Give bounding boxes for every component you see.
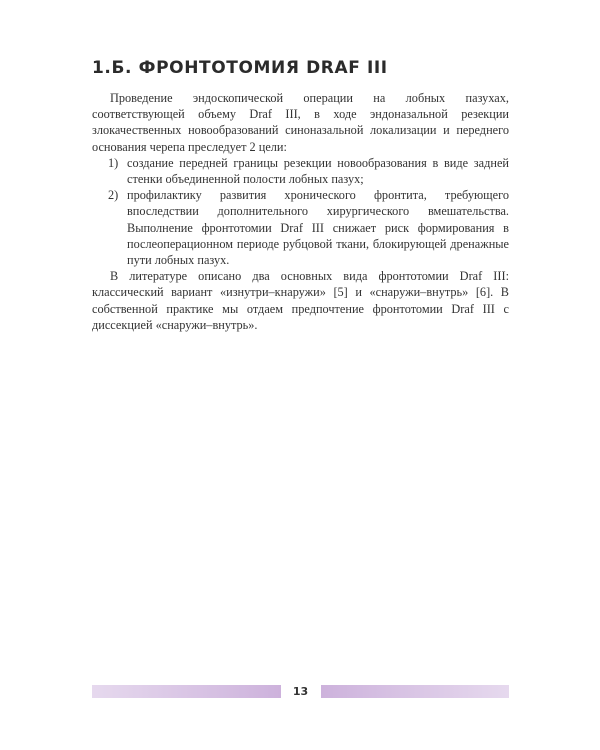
section-heading: 1.Б. ФРОНТОТОМИЯ DRAF III (92, 58, 388, 78)
page-number: 13 (292, 685, 309, 698)
list-item (92, 155, 509, 187)
list-item (92, 187, 509, 268)
list-item-text: создание передней границы резекции новообразования в виде задней стенки объединенной полости лобных пазух; (127, 155, 509, 187)
page-footer (92, 685, 509, 698)
footer-bar-left (92, 685, 281, 698)
goals-list (92, 155, 509, 268)
footer-bar-right (321, 685, 510, 698)
body-text (92, 90, 509, 333)
paragraph-intro: Проведение эндоскопической операции на лобных пазухах, соответствующей объему Draf III, в ходе эндоназальной резекции злокачественных новообразований синоназальной локализации и переднего основания черепа преследует 2 цели: (92, 91, 509, 154)
paragraph-literature: В литературе описано два основных вида фронтотомии Draf III: классический вариант «изнутри–кнаружи» [5] и «снаружи–внутрь» [6]. В собственной практике мы отдаем предпочтение фронтотомии Draf III с диссекцией «снаружи–внутрь». (92, 269, 509, 332)
list-item-text: профилактику развития хронического фронтита, требующего впоследствии дополнительного хирургического вмешательства. Выполнение фронтотомии Draf III снижает риск формирования в послеоперационном периоде рубцовой ткани, блокирующей дренажные пути лобных пазух. (127, 188, 509, 268)
list-item-number: 2) (108, 188, 119, 203)
list-item-number: 1) (108, 155, 119, 170)
